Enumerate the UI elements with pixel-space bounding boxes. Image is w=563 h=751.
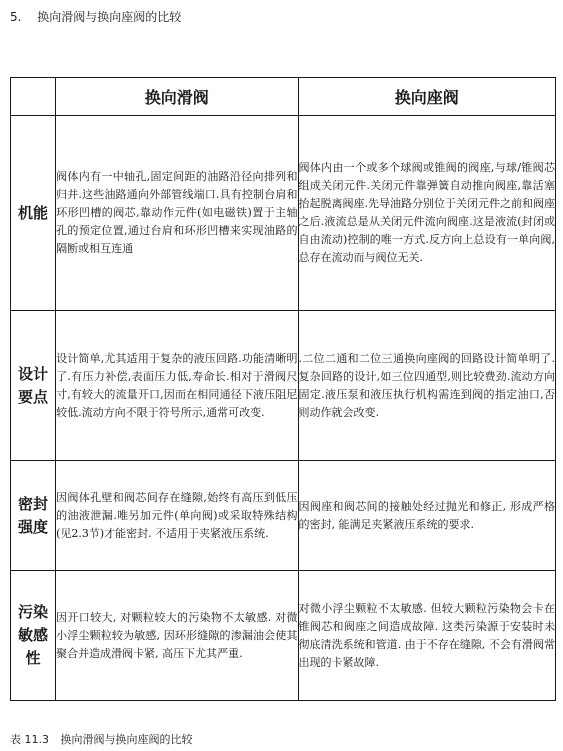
row-label-seal: [11, 461, 56, 571]
row-label-function: [11, 116, 56, 311]
table-row: [11, 571, 556, 701]
row-label-text: 污染敏感性: [18, 603, 49, 667]
row-label-contamination: [11, 571, 56, 701]
table-row: [11, 311, 556, 461]
caption-number: 表 11.3: [10, 733, 49, 746]
header-seat-valve: 换向座阀: [298, 78, 555, 116]
table-row: [11, 461, 556, 571]
section-number: 5.: [10, 10, 22, 24]
row-label-text: 设计要点: [18, 364, 49, 406]
row-label-design: [11, 311, 56, 461]
comparison-table: [10, 77, 556, 701]
section-heading: [10, 8, 181, 25]
section-title: 换向滑阀与换向座阀的比较: [37, 10, 182, 24]
table-caption: [10, 731, 193, 747]
row-label-text: 密封强度: [18, 494, 49, 536]
cell-slide-valve: 设计简单,尤其适用于复杂的液压回路.功能清晰明了.有压力补偿,表面压力低,寿命长.相对于滑阀尺寸,有较大的流量开口,因而在相同通径下液压阻尼较低.流动方向不限于符号所示,通常可改变.: [56, 311, 298, 461]
header-slide-valve: 换向滑阀: [56, 78, 298, 116]
cell-seat-valve: 阀体内由一个或多个球阀或锥阀的阀座,与球/锥阀芯组成关闭元件.关闭元件靠弹簧自动推向阀座,靠活塞抬起脱离阀座.先导油路分别位于关闭元件之前和阀座之后.液流总是从关闭元件流向阀座.这是液流(封闭或自由流动)控制的唯一方式.反方向上总设有一单向阀,总存在流动而与阀位无关.: [298, 116, 555, 311]
caption-text: 换向滑阀与换向座阀的比较: [60, 733, 193, 746]
cell-slide-valve: 阀体内有一中轴孔,固定间距的油路沿径向排列和归并.这些油路通向外部管线端口.具有控制台肩和环形凹槽的阀芯,靠动作元件(如电磁铁)置于主轴孔的预定位置,通过台肩和环形凹槽来实现油路的隔断或相互连通: [56, 116, 298, 311]
table-header-row: [11, 78, 556, 116]
cell-slide-valve: 因阀体孔壁和阀芯间存在缝隙,始终有高压到低压的油液泄漏.唯另加元件(单向阀)或采取特殊结构(见2.3节)才能密封. 不适用于夹紧液压系统.: [56, 461, 298, 571]
cell-slide-valve: 因开口较大, 对颗粒较大的污染物不太敏感. 对微小浮尘颗粒较为敏感, 因环形缝隙的渗漏油会使其聚合并造成滑阀卡紧, 高压下尤其严重.: [56, 571, 298, 701]
row-label-text: 机能: [18, 203, 49, 222]
cell-seat-valve: 因阀座和阀芯间的接触处经过抛光和修正, 形成严格的密封, 能满足夹紧液压系统的要求.: [298, 461, 555, 571]
header-empty: [11, 78, 56, 116]
cell-seat-valve: 对微小浮尘颗粒不太敏感. 但较大颗粒污染物会卡在锥阀芯和阀座之间造成故障. 这类污染源于安装时未彻底清洗系统和管道. 由于不存在缝隙, 不会有滑阀常出现的卡紧故障.: [298, 571, 555, 701]
cell-seat-valve: .二位二通和二位三通换向座阀的回路设计简单明了.复杂回路的设计,如三位四通型,则比较费劲.流动方向固定.液压泵和液压执行机构需连到阀的指定油口,否则动作就会改变.: [298, 311, 555, 461]
table-row: [11, 116, 556, 311]
